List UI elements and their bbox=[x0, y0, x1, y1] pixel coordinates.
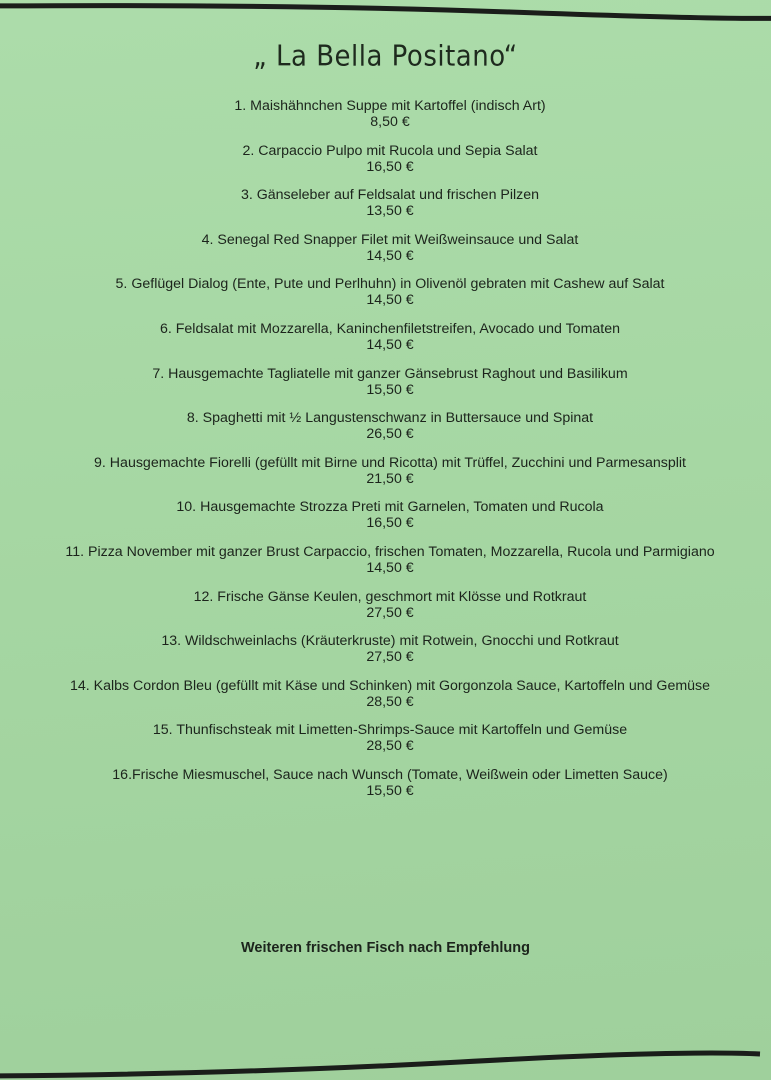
menu-item-name: 10. Hausgemachte Strozza Preti mit Garnelen, Tomaten und Rucola bbox=[176, 499, 604, 516]
menu-item-name: 16.Frische Miesmuschel, Sauce nach Wunsch (Tomate, Weißwein oder Limetten Sauce) bbox=[112, 766, 668, 783]
menu-item-price: 26,50 € bbox=[366, 426, 414, 443]
menu-item-price: 16,50 € bbox=[366, 515, 414, 532]
menu-item-name: 8. Spaghetti mit ½ Langustenschwanz in Buttersauce und Spinat bbox=[186, 410, 594, 427]
bottom-border-line bbox=[0, 1040, 771, 1080]
menu-item bbox=[60, 187, 720, 219]
menu-item-name: 6. Feldsalat mit Mozzarella, Kaninchenfiletstreifen, Avocado und Tomaten bbox=[159, 320, 621, 337]
menu-item-name: 2. Carpaccio Pulpo mit Rucola und Sepia Salat bbox=[242, 142, 538, 159]
menu-item bbox=[60, 410, 720, 442]
menu-item bbox=[60, 767, 720, 799]
menu-item bbox=[30, 455, 750, 487]
menu-item-name: 3. Gänseleber auf Feldsalat und frischen Pilzen bbox=[240, 187, 540, 204]
menu-item bbox=[60, 678, 720, 710]
menu-item-price: 14,50 € bbox=[366, 247, 414, 264]
top-border-line bbox=[0, 0, 771, 30]
menu-item-name: 11. Pizza November mit ganzer Brust Carpaccio, frischen Tomaten, Mozzarella, Rucola und Parmigiano bbox=[65, 543, 715, 560]
menu-item-price: 14,50 € bbox=[366, 559, 414, 576]
menu-item bbox=[60, 232, 720, 264]
menu-item-price: 14,50 € bbox=[366, 292, 414, 309]
menu-item bbox=[60, 589, 720, 621]
menu-item bbox=[60, 633, 720, 665]
menu-item bbox=[60, 321, 720, 353]
menu-item-price: 27,50 € bbox=[366, 649, 414, 666]
menu-item bbox=[30, 276, 750, 308]
menu-item-price: 27,50 € bbox=[366, 604, 414, 621]
fish-recommendation-note: Weiteren frischen Fisch nach Empfehlung bbox=[241, 940, 530, 956]
menu-item-price: 14,50 € bbox=[366, 336, 414, 353]
menu-item-price: 16,50 € bbox=[366, 158, 414, 175]
restaurant-title: „ La Bella Positano“ bbox=[253, 40, 518, 74]
menu-item-price: 28,50 € bbox=[366, 738, 414, 755]
menu-item-name: 14. Kalbs Cordon Bleu (gefüllt mit Käse und Schinken) mit Gorgonzola Sauce, Kartoffeln und Gemüse bbox=[69, 677, 711, 694]
menu-item-name: 7. Hausgemachte Tagliatelle mit ganzer Gänsebrust Raghout und Basilikum bbox=[152, 365, 628, 382]
menu-item-name: 1. Maishähnchen Suppe mit Kartoffel (indisch Art) bbox=[234, 98, 546, 114]
menu-list bbox=[60, 98, 720, 812]
menu-item bbox=[60, 499, 720, 531]
menu-item-price: 8,50 € bbox=[370, 114, 410, 130]
menu-item-price: 15,50 € bbox=[366, 381, 414, 398]
menu-item-name: 4. Senegal Red Snapper Filet mit Weißweinsauce und Salat bbox=[201, 231, 579, 248]
menu-item-price: 21,50 € bbox=[366, 470, 414, 487]
menu-item-name: 9. Hausgemachte Fiorelli (gefüllt mit Birne und Ricotta) mit Trüffel, Zucchini und Parmesansplit bbox=[94, 454, 686, 471]
menu-item bbox=[60, 722, 720, 754]
menu-item-name: 15. Thunfischsteak mit Limetten-Shrimps-Sauce mit Kartoffeln und Gemüse bbox=[152, 722, 628, 739]
menu-item-price: 13,50 € bbox=[366, 203, 414, 220]
menu-item bbox=[60, 98, 720, 130]
menu-item-price: 28,50 € bbox=[366, 693, 414, 710]
menu-item-name: 13. Wildschweinlachs (Kräuterkruste) mit Rotwein, Gnocchi und Rotkraut bbox=[161, 633, 619, 650]
menu-item-name: 5. Geflügel Dialog (Ente, Pute und Perlhuhn) in Olivenöl gebraten mit Cashew auf Salat bbox=[115, 276, 665, 293]
menu-item bbox=[60, 366, 720, 398]
menu-item-price: 15,50 € bbox=[366, 782, 414, 799]
menu-item-name: 12. Frische Gänse Keulen, geschmort mit Klösse und Rotkraut bbox=[193, 588, 587, 605]
menu-item bbox=[60, 544, 720, 576]
menu-item bbox=[60, 143, 720, 175]
